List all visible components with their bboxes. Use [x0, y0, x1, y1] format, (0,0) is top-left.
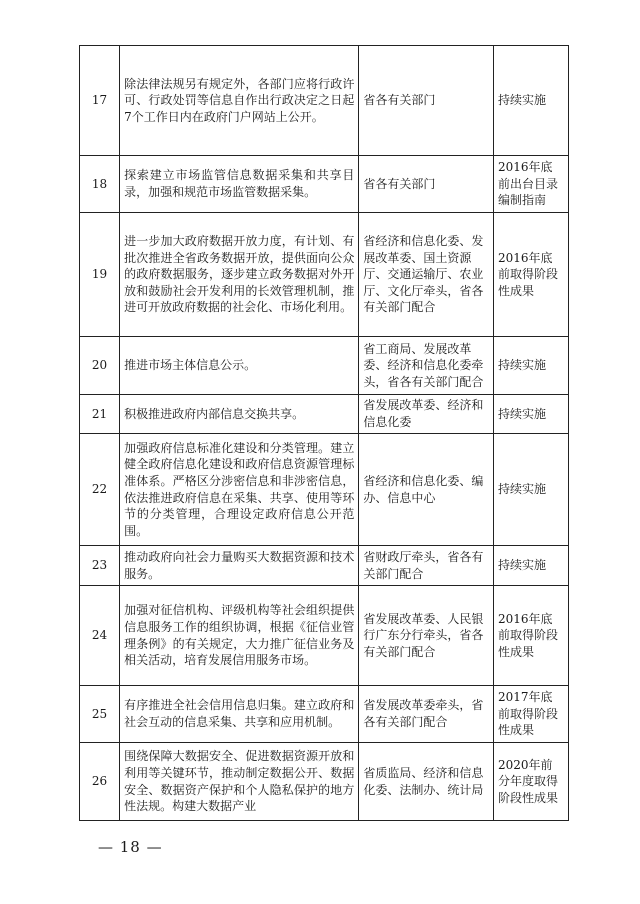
row-number: 25	[80, 686, 120, 743]
responsible-department: 省工商局、发展改革委、经济和信息化委牵头，省各有关部门配合	[359, 337, 494, 395]
row-number: 19	[80, 213, 120, 337]
time-limit: 2016年底前出台目录编制指南	[493, 156, 568, 213]
responsible-department: 省财政厅牵头，省各有关部门配合	[359, 546, 494, 586]
responsible-department: 省各有关部门	[359, 46, 494, 156]
table-row	[80, 686, 569, 743]
page-number: — 18 —	[98, 838, 163, 856]
task-table	[79, 45, 569, 821]
responsible-department: 省发展改革委牵头，省各有关部门配合	[359, 686, 494, 743]
task-description: 推进市场主体信息公示。	[120, 337, 359, 395]
table-row	[80, 743, 569, 821]
time-limit: 持续实施	[493, 46, 568, 156]
responsible-department: 省经济和信息化委、编办、信息中心	[359, 434, 494, 546]
responsible-department: 省经济和信息化委、发展改革委、国土资源厅、交通运输厅、农业厅、文化厅牵头，省各有关部门配合	[359, 213, 494, 337]
task-description: 围绕保障大数据安全、促进数据资源开放和利用等关键环节，推动制定数据公开、数据安全、数据资产保护和个人隐私保护的地方性法规。构建大数据产业	[120, 743, 359, 821]
table-row	[80, 213, 569, 337]
time-limit: 2016年底前取得阶段性成果	[493, 586, 568, 686]
time-limit: 2017年底前取得阶段性成果	[493, 686, 568, 743]
time-limit: 2020年前分年度取得阶段性成果	[493, 743, 568, 821]
task-description: 探索建立市场监管信息数据采集和共享目录，加强和规范市场监管数据采集。	[120, 156, 359, 213]
time-limit: 持续实施	[493, 434, 568, 546]
time-limit: 持续实施	[493, 395, 568, 434]
time-limit: 持续实施	[493, 337, 568, 395]
table-row	[80, 434, 569, 546]
task-description: 加强政府信息标准化建设和分类管理。建立健全政府信息化建设和政府信息资源管理标准体系。严格区分涉密信息和非涉密信息，依法推进政府信息在采集、共享、使用等环节的分类管理，合理设定政府信息公开范围。	[120, 434, 359, 546]
task-description: 积极推进政府内部信息交换共享。	[120, 395, 359, 434]
row-number: 23	[80, 546, 120, 586]
task-description: 进一步加大政府数据开放力度，有计划、有批次推进全省政务数据开放，提供面向公众的政府数据服务，逐步建立政务数据对外开放和鼓励社会开发利用的长效管理机制，推进可开放政府数据的社会化、市场化利用。	[120, 213, 359, 337]
responsible-department: 省发展改革委、人民银行广东分行牵头，省各有关部门配合	[359, 586, 494, 686]
responsible-department: 省发展改革委、经济和信息化委	[359, 395, 494, 434]
table-row	[80, 337, 569, 395]
table-row	[80, 546, 569, 586]
responsible-department: 省各有关部门	[359, 156, 494, 213]
table-row	[80, 46, 569, 156]
row-number: 20	[80, 337, 120, 395]
table-row	[80, 395, 569, 434]
time-limit: 2016年底前取得阶段性成果	[493, 213, 568, 337]
responsible-department: 省质监局、经济和信息化委、法制办、统计局	[359, 743, 494, 821]
table-row	[80, 586, 569, 686]
row-number: 17	[80, 46, 120, 156]
table-row	[80, 156, 569, 213]
row-number: 26	[80, 743, 120, 821]
row-number: 22	[80, 434, 120, 546]
time-limit: 持续实施	[493, 546, 568, 586]
task-description: 加强对征信机构、评级机构等社会组织提供信息服务工作的组织协调，根据《征信业管理条例》的有关规定，大力推广征信业务及相关活动，培育发展信用服务市场。	[120, 586, 359, 686]
row-number: 24	[80, 586, 120, 686]
task-description: 有序推进全社会信用信息归集。建立政府和社会互动的信息采集、共享和应用机制。	[120, 686, 359, 743]
row-number: 18	[80, 156, 120, 213]
task-description: 推动政府向社会力量购买大数据资源和技术服务。	[120, 546, 359, 586]
row-number: 21	[80, 395, 120, 434]
task-description: 除法律法规另有规定外，各部门应将行政许可、行政处罚等信息自作出行政决定之日起7个工作日内在政府门户网站上公开。	[120, 46, 359, 156]
